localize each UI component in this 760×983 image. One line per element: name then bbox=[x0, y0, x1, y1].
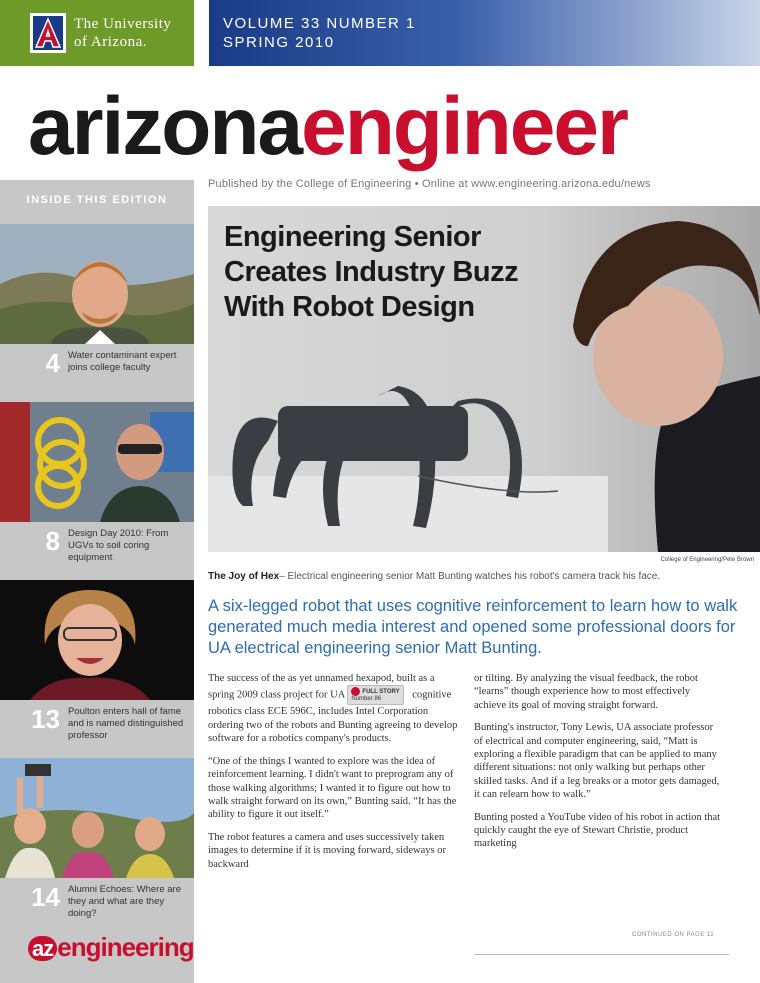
continued-link[interactable]: CONTINUED ON PAGE 11 bbox=[632, 932, 715, 938]
sidebar-item-page-number: 8 bbox=[45, 526, 60, 556]
az-logo-suffix: engineering bbox=[57, 932, 194, 962]
university-line2: of Arizona. bbox=[74, 34, 147, 50]
volume-number: VOLUME 33 NUMBER 1 bbox=[223, 15, 416, 32]
title-part-arizona: arizona bbox=[28, 81, 302, 172]
caption-title: The Joy of Hex bbox=[208, 571, 280, 582]
article-paragraph: or tilting. By analyzing the visual feedback, the robot “learns” though experience how to most effectively achieve its goal of moving straight forward. bbox=[474, 673, 698, 711]
issue-season: SPRING 2010 bbox=[223, 34, 335, 51]
sidebar-item-text: Poulton enters hall of fame and is named distinguished professor bbox=[68, 706, 184, 741]
sidebar-photo-faculty bbox=[0, 224, 194, 344]
article-deck: A six-legged robot that uses cognitive reinforcement to learn how to walk generated much media interest and opened some professional doors for UA electrical engineering senior Matt Bunting. bbox=[208, 597, 738, 657]
divider bbox=[474, 954, 729, 955]
article-paragraph: Bunting's instructor, Tony Lewis, UA associate professor of electrical and computer engineering, said, “Matt is exploring a flexible paradigm that can be applied to many different situations: not only walking but perhaps other skilled tasks. And if a leg breaks or a motor gets damaged, it can relearn how to walk.” bbox=[474, 722, 720, 801]
full-story-label: FULL STORY bbox=[362, 689, 400, 696]
magazine-title bbox=[28, 82, 627, 172]
article-column-1 bbox=[208, 672, 458, 880]
sidebar-item[interactable] bbox=[0, 522, 194, 580]
article-paragraph: “One of the things I wanted to explore was the idea of reinforcement learning. I didn't want to preprogram any of those walking algorithms; I wanted it to figure out how to walk straight forward on its own,” Bunting said. “It has the ability to figure it out itself.” bbox=[208, 755, 457, 821]
sidebar-item[interactable] bbox=[0, 700, 194, 758]
sidebar-item-page-number: 4 bbox=[45, 348, 60, 378]
caption-text: – Electrical engineering senior Matt Bunting watches his robot's camera track his face. bbox=[279, 571, 661, 582]
publisher-line: Published by the College of Engineering • Online at www.engineering.arizona.edu/news bbox=[208, 178, 651, 190]
sidebar-item-text: Water contaminant expert joins college faculty bbox=[68, 350, 177, 373]
article-paragraph: Bunting posted a YouTube video of his robot in action that quickly caught the eye of Stewart Christie, product marketing bbox=[474, 811, 721, 850]
paragraph-text: cognitive robotics class ECE 596C, includes Intel Corporation ordering two of the robots and Bunting agreeing to develop software for a robotics company's products. bbox=[208, 689, 458, 745]
headline-line2: Creates Industry Buzz bbox=[224, 256, 519, 288]
inside-edition-sidebar bbox=[0, 180, 194, 983]
article-column-2 bbox=[474, 672, 724, 860]
full-story-button[interactable] bbox=[347, 685, 403, 705]
az-logo-prefix: az bbox=[28, 936, 57, 961]
sidebar-item[interactable] bbox=[0, 878, 194, 936]
title-part-engineer: engineer bbox=[301, 81, 627, 172]
sidebar-item[interactable] bbox=[0, 344, 194, 402]
sidebar-item-text: Design Day 2010: From UGVs to soil coring equipment bbox=[68, 528, 169, 563]
photo-credit: College of Engineering/Pete Brown bbox=[660, 557, 754, 563]
sidebar-photo-design-day bbox=[0, 402, 194, 522]
az-engineering-logo bbox=[28, 932, 194, 963]
sidebar-heading: INSIDE THIS EDITION bbox=[26, 194, 168, 206]
sidebar-item-text: Alumni Echoes: Where are they and what are they doing? bbox=[68, 884, 181, 919]
article-paragraph: The robot features a camera and uses successively taken images to determine if it is moving forward, sideways or backward bbox=[208, 831, 446, 870]
headline-line3: With Robot Design bbox=[224, 291, 475, 323]
full-story-number: Number 86 bbox=[351, 696, 382, 703]
sidebar-item-page-number: 13 bbox=[31, 704, 60, 734]
cover-headline bbox=[224, 220, 518, 325]
university-banner bbox=[0, 0, 194, 66]
headline-line1: Engineering Senior bbox=[224, 221, 481, 253]
paragraph-text: The success of the as yet unnamed hexapod, built as a spring 2009 class project for UA bbox=[208, 673, 435, 701]
issue-banner bbox=[209, 0, 760, 66]
full-story-icon bbox=[351, 687, 360, 696]
university-line1: The University bbox=[74, 16, 172, 32]
photo-caption bbox=[208, 571, 753, 582]
sidebar-photo-hall-of-fame bbox=[0, 580, 194, 700]
article-paragraph bbox=[208, 672, 458, 746]
university-logo-icon bbox=[30, 13, 66, 53]
sidebar-photo-alumni bbox=[0, 758, 194, 878]
university-name bbox=[74, 15, 171, 51]
sidebar-item-page-number: 14 bbox=[31, 882, 60, 912]
